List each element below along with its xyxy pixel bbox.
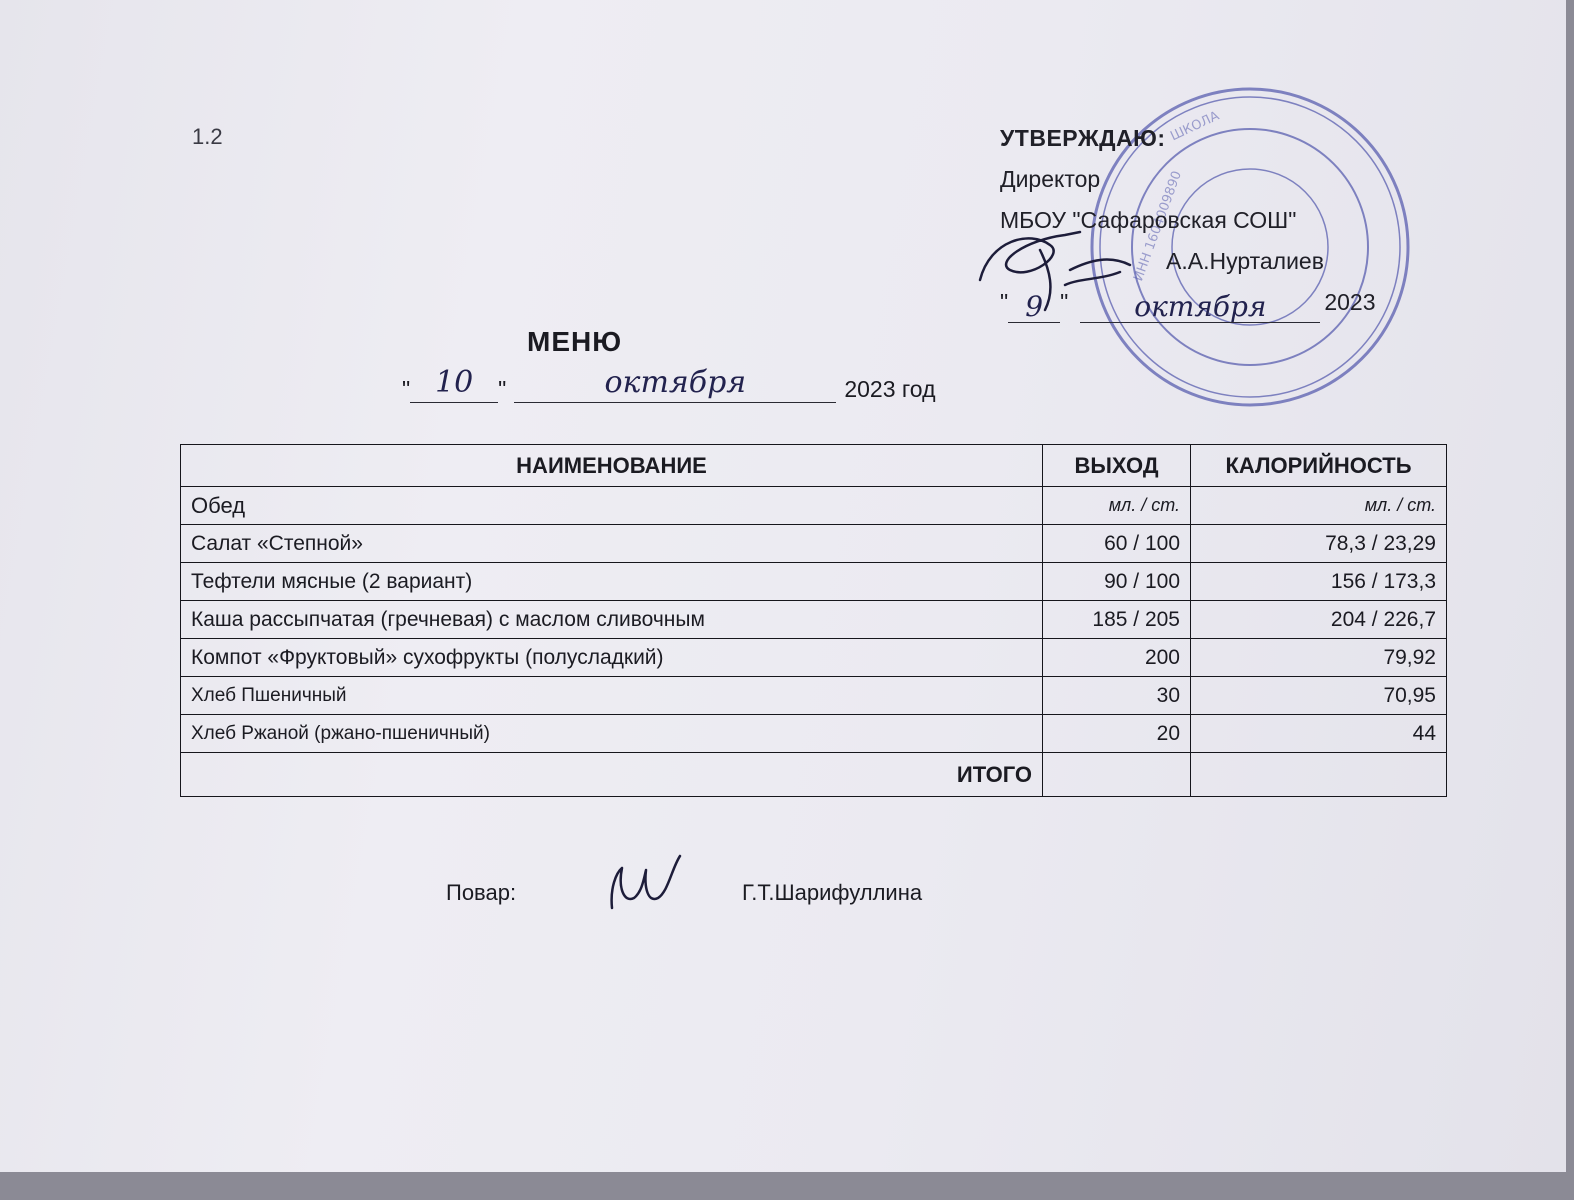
approval-date-month: октября bbox=[1080, 292, 1320, 323]
total-calories bbox=[1191, 753, 1447, 797]
stamp-inn: ИНН 1604009890 bbox=[1131, 169, 1185, 284]
stamp-text: ШКОЛА bbox=[1168, 108, 1222, 145]
table-row bbox=[181, 563, 1447, 601]
section-row bbox=[181, 487, 1447, 525]
dish-output: 20 bbox=[1043, 715, 1191, 753]
cook-label: Повар: bbox=[446, 880, 517, 905]
header-name: НАИМЕНОВАНИЕ bbox=[181, 445, 1043, 487]
dish-name: Салат «Степной» bbox=[181, 525, 1043, 563]
approval-position: Директор bbox=[1000, 166, 1101, 192]
dish-calories: 78,3 / 23,29 bbox=[1191, 525, 1447, 563]
director-signature bbox=[970, 210, 1160, 320]
cook-name: Г.Т.Шарифуллина bbox=[742, 880, 923, 905]
dish-name: Хлеб Ржаной (ржано-пшеничный) bbox=[181, 715, 1043, 753]
dish-name: Компот «Фруктовый» сухофрукты (полусладкий) bbox=[181, 639, 1043, 677]
dish-calories: 79,92 bbox=[1191, 639, 1447, 677]
table-header-row bbox=[181, 445, 1447, 487]
menu-date-suffix: 2023 год bbox=[844, 376, 936, 402]
section-title: Обед bbox=[181, 487, 1043, 525]
total-label: ИТОГО bbox=[181, 753, 1043, 797]
director-name: А.А.Нурталиев bbox=[1166, 248, 1324, 274]
dish-output: 90 / 100 bbox=[1043, 563, 1191, 601]
section-unit-calories: мл. / ст. bbox=[1191, 487, 1447, 525]
table-row bbox=[181, 525, 1447, 563]
menu-title: МЕНЮ bbox=[527, 326, 623, 357]
dish-name: Хлеб Пшеничный bbox=[181, 677, 1043, 715]
dish-output: 60 / 100 bbox=[1043, 525, 1191, 563]
cook-signature bbox=[598, 848, 688, 920]
dish-name: Каша рассыпчатая (гречневая) с маслом сливочным bbox=[181, 601, 1043, 639]
menu-table bbox=[180, 444, 1447, 797]
dish-output: 30 bbox=[1043, 677, 1191, 715]
table-row bbox=[181, 639, 1447, 677]
dish-output: 200 bbox=[1043, 639, 1191, 677]
table-row bbox=[181, 677, 1447, 715]
approval-title: УТВЕРЖДАЮ: bbox=[1000, 125, 1166, 151]
approval-date-day: 9 bbox=[1008, 292, 1060, 323]
header-calories: КАЛОРИЙНОСТЬ bbox=[1191, 445, 1447, 487]
dish-calories: 70,95 bbox=[1191, 677, 1447, 715]
total-output bbox=[1043, 753, 1191, 797]
header-output: ВЫХОД bbox=[1043, 445, 1191, 487]
table-row bbox=[181, 601, 1447, 639]
dish-calories: 44 bbox=[1191, 715, 1447, 753]
dish-name: Тефтели мясные (2 вариант) bbox=[181, 563, 1043, 601]
approval-date: " 9 " октября 2023 bbox=[1000, 282, 1376, 323]
section-unit-output: мл. / ст. bbox=[1043, 487, 1191, 525]
dish-calories: 156 / 173,3 bbox=[1191, 563, 1447, 601]
table-row bbox=[181, 715, 1447, 753]
dish-output: 185 / 205 bbox=[1043, 601, 1191, 639]
menu-date-day: 10 bbox=[410, 368, 498, 403]
document-number: 1.2 bbox=[192, 124, 223, 149]
approval-organization: МБОУ "Сафаровская СОШ" bbox=[1000, 207, 1297, 233]
approval-date-year: 2023 bbox=[1324, 289, 1376, 315]
menu-date-month: октября bbox=[514, 368, 836, 403]
menu-date: " 10 " октября 2023 год bbox=[402, 365, 936, 402]
dish-calories: 204 / 226,7 bbox=[1191, 601, 1447, 639]
total-row bbox=[181, 753, 1447, 797]
